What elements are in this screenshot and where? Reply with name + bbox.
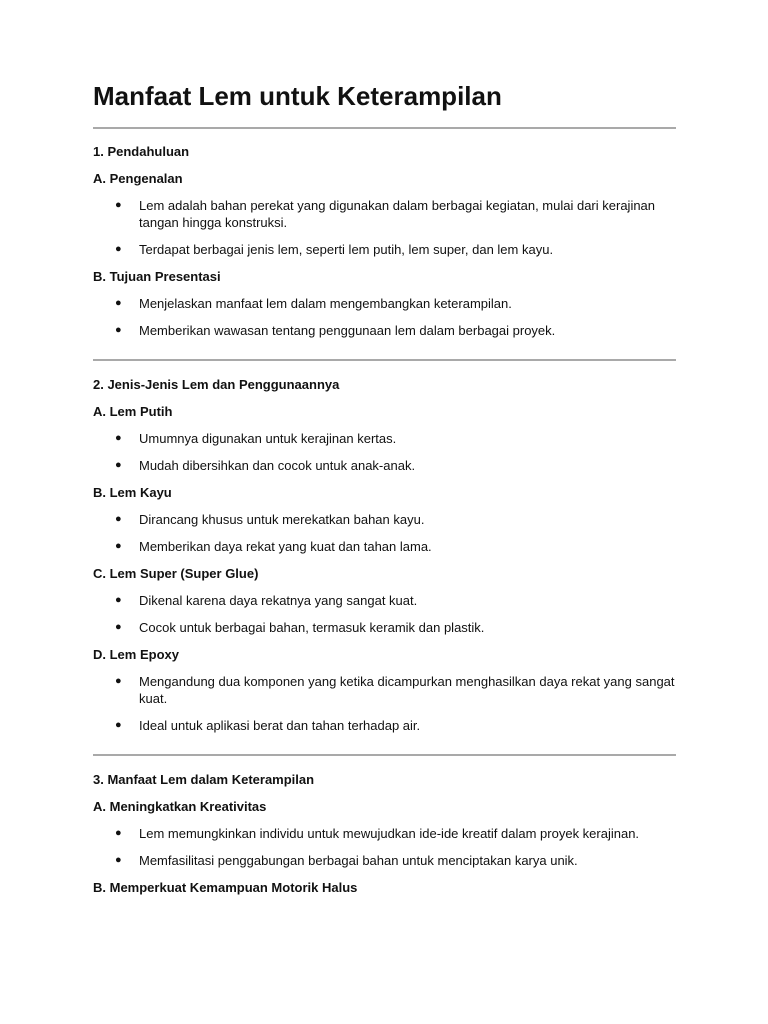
bullet-icon: ●: [115, 540, 122, 552]
bullet-icon: ●: [115, 675, 122, 687]
bullet-list: [93, 430, 676, 474]
subsection-heading: D. Lem Epoxy: [93, 647, 179, 662]
list-item: [93, 619, 676, 636]
list-item: [93, 852, 676, 869]
list-item: [93, 457, 676, 474]
section-heading: 2. Jenis-Jenis Lem dan Penggunaannya: [93, 377, 340, 392]
list-item: [93, 717, 676, 734]
document-body: [93, 143, 676, 896]
list-item-text: Mudah dibersihkan dan cocok untuk anak-anak.: [139, 458, 416, 473]
bullet-list: [93, 511, 676, 555]
document-title: Manfaat Lem untuk Keterampilan: [93, 81, 502, 111]
list-item-text: Cocok untuk berbagai bahan, termasuk keramik dan plastik.: [139, 620, 485, 635]
title-divider: [93, 127, 676, 129]
bullet-icon: ●: [115, 827, 122, 839]
bullet-list: [93, 673, 676, 734]
document-page: [93, 81, 676, 896]
subsection-heading: A. Pengenalan: [93, 171, 183, 186]
list-item-text: Lem adalah bahan perekat yang digunakan dalam berbagai kegiatan, mulai dari kerajinan tangan hingga konstruksi.: [139, 198, 656, 230]
list-item: [93, 430, 676, 447]
subsection-heading: A. Meningkatkan Kreativitas: [93, 799, 267, 814]
section-heading: 1. Pendahuluan: [93, 144, 190, 159]
list-item: [93, 592, 676, 609]
bullet-icon: ●: [115, 297, 122, 309]
bullet-icon: ●: [115, 459, 122, 471]
bullet-icon: ●: [115, 854, 122, 866]
subsection-heading: B. Memperkuat Kemampuan Motorik Halus: [93, 880, 358, 895]
list-item-text: Lem memungkinkan individu untuk mewujudkan ide-ide kreatif dalam proyek kerajinan.: [139, 826, 640, 841]
bullet-list: [93, 197, 676, 258]
list-item: [93, 322, 676, 339]
list-item-text: Memberikan daya rekat yang kuat dan tahan lama.: [139, 539, 432, 554]
bullet-icon: ●: [115, 594, 122, 606]
list-item: [93, 825, 676, 842]
section-divider: [93, 754, 676, 756]
bullet-icon: ●: [115, 324, 122, 336]
section-divider: [93, 359, 676, 361]
bullet-icon: ●: [115, 719, 122, 731]
list-item-text: Ideal untuk aplikasi berat dan tahan terhadap air.: [139, 718, 421, 733]
section-heading: 3. Manfaat Lem dalam Keterampilan: [93, 772, 315, 787]
list-item: [93, 241, 676, 258]
list-item-text: Memfasilitasi penggabungan berbagai bahan untuk menciptakan karya unik.: [139, 853, 578, 868]
list-item-text: Mengandung dua komponen yang ketika dicampurkan menghasilkan daya rekat yang sangat kuat.: [139, 674, 675, 706]
subsection-heading: A. Lem Putih: [93, 404, 173, 419]
list-item: [93, 295, 676, 312]
bullet-list: [93, 825, 676, 869]
bullet-list: [93, 295, 676, 339]
subsection-heading: B. Lem Kayu: [93, 485, 172, 500]
list-item: [93, 673, 676, 707]
bullet-icon: ●: [115, 243, 122, 255]
subsection-heading: C. Lem Super (Super Glue): [93, 566, 259, 581]
bullet-icon: ●: [115, 432, 122, 444]
bullet-icon: ●: [115, 199, 122, 211]
list-item-text: Umumnya digunakan untuk kerajinan kertas.: [139, 431, 397, 446]
list-item: [93, 197, 676, 231]
list-item: [93, 511, 676, 528]
bullet-icon: ●: [115, 513, 122, 525]
list-item-text: Terdapat berbagai jenis lem, seperti lem putih, lem super, dan lem kayu.: [139, 242, 554, 257]
list-item-text: Dirancang khusus untuk merekatkan bahan kayu.: [139, 512, 425, 527]
list-item-text: Memberikan wawasan tentang penggunaan lem dalam berbagai proyek.: [139, 323, 556, 338]
bullet-list: [93, 592, 676, 636]
subsection-heading: B. Tujuan Presentasi: [93, 269, 221, 284]
list-item: [93, 538, 676, 555]
list-item-text: Menjelaskan manfaat lem dalam mengembangkan keterampilan.: [139, 296, 512, 311]
bullet-icon: ●: [115, 621, 122, 633]
list-item-text: Dikenal karena daya rekatnya yang sangat kuat.: [139, 593, 418, 608]
